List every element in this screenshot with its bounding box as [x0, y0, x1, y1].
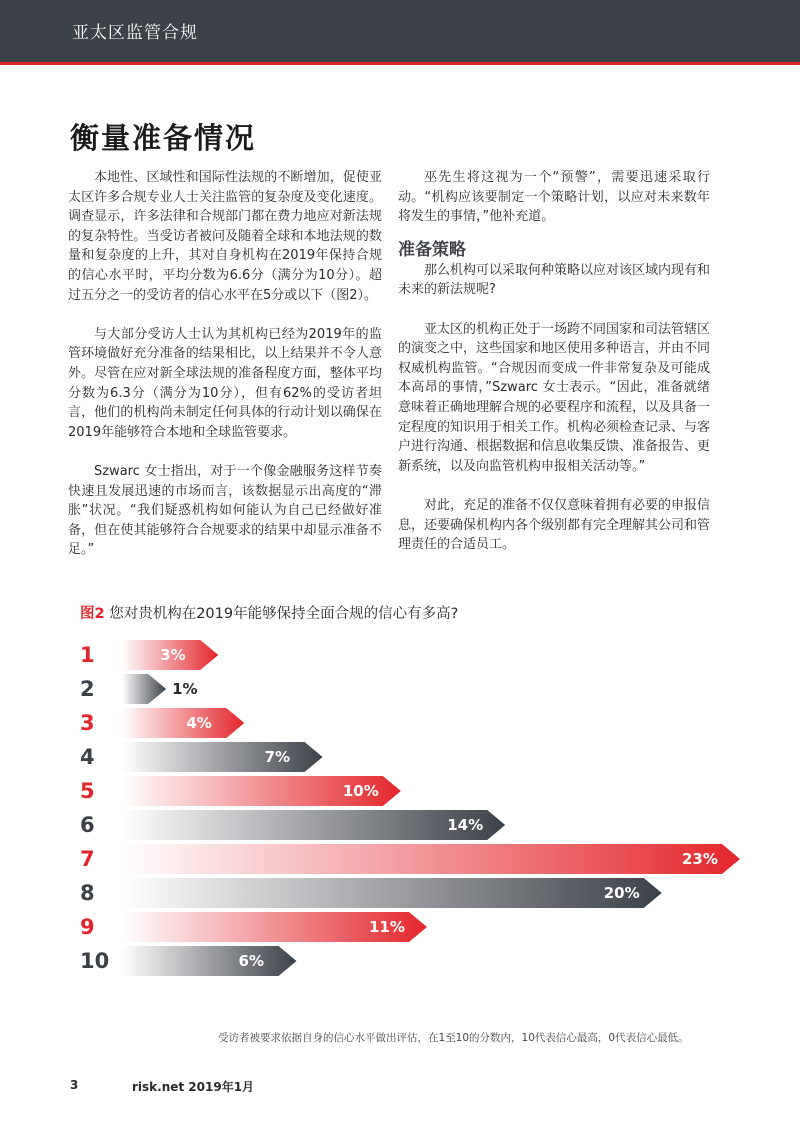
- value-label: 23%: [682, 850, 718, 868]
- paragraph: Szwarc 女士指出，对于一个像金融服务这样节奏快速且发展迅速的市场而言，该数据显示出高度的“滞胀”状况。“我们疑惑机构如何能认为自己已经做好准备，但在使其能够符合合规要求的结果中却显示准备不足。”: [68, 463, 382, 558]
- paragraph: 本地性、区域性和国际性法规的不断增加，促使亚太区许多合规专业人士关注监管的复杂度及变化速度。调查显示，许多法律和合规部门都在费力地应对新法规的复杂特性。当受访者被问及随着全球和本地法规的数量和复杂度的上升，其对自身机构在2019年保持合规的信心水平时，平均分数为6.6分（满分为10分）。超过五分之一的受访者的信心水平在5分或以下（图2）。: [68, 170, 382, 303]
- bar-arrow: [122, 742, 323, 772]
- value-label: 14%: [447, 816, 484, 834]
- page-title: 衡量准备情况: [70, 121, 257, 155]
- page-number: 3: [70, 1078, 79, 1092]
- category-label: 8: [80, 881, 95, 905]
- subheading: 准备策略: [398, 239, 466, 260]
- chart-bar: [122, 844, 740, 874]
- paragraph: 巫先生将这视为一个“预警”，需要迅速采取行动。“机构应该要制定一个策略计划，以应对未来数年将发生的事情，”他补充道。: [398, 170, 710, 225]
- category-label: 10: [80, 949, 110, 973]
- value-label: 20%: [603, 884, 640, 902]
- publication-info: risk.net 2019年1月: [132, 1080, 255, 1094]
- value-label: 4%: [186, 714, 212, 732]
- figure-caption: 您对贵机构在2019年能够保持全面合规的信心有多高?: [109, 606, 459, 622]
- paragraph: 那么机构可以采取何种策略以应对该区域内现有和未来的新法规呢?: [398, 262, 711, 298]
- article-left-column: [68, 168, 382, 560]
- bar-arrow: [122, 674, 166, 704]
- category-label: 5: [80, 779, 95, 803]
- value-label: 1%: [172, 680, 198, 698]
- chart-footnote: 受访者被要求依据自身的信心水平做出评估，在1至10的分数内，10代表信心最高，0代表信心最低。: [218, 1032, 689, 1044]
- bar-arrow: [122, 844, 740, 874]
- bar-shape: [122, 946, 297, 976]
- paragraph: 亚太区的机构正处于一场跨不同国家和司法管辖区的演变之中，这些国家和地区使用多种语言，并由不同权威机构监管。“合规因而变成一件非常复杂及可能成本高昂的事情，”Szwarc 女士表示。“因此，准备就绪意味着正确地理解合规的必要程序和流程，以及具备一定程度的知识用于相关工作。机构必须检查记录、与客户进行沟通、根据数据和信息收集反馈、准备报告、更新系统，以及向监管机构申报相关活动等。”: [398, 321, 711, 474]
- value-label: 7%: [264, 748, 291, 766]
- header-bar: [0, 0, 800, 62]
- figure-title: [80, 602, 458, 623]
- value-label: 10%: [342, 782, 379, 800]
- bar-shape: [122, 844, 740, 874]
- figure-number: 图2: [80, 606, 105, 622]
- bar-arrow: [122, 878, 662, 908]
- value-label: 6%: [238, 952, 264, 970]
- chart-bar: [122, 674, 166, 704]
- category-label: 1: [80, 643, 95, 667]
- bar-arrow: [122, 708, 244, 738]
- bar-shape: [122, 742, 323, 772]
- bar-shape: [122, 708, 244, 738]
- bar-arrow: [122, 946, 297, 976]
- bar-shape: [122, 674, 166, 704]
- category-label: 2: [80, 677, 95, 701]
- bar-shape: [122, 878, 662, 908]
- category-label: 9: [80, 915, 95, 939]
- value-label: 11%: [368, 918, 405, 936]
- value-label: 3%: [160, 646, 186, 664]
- paragraph: 对此，充足的准备不仅仅意味着拥有必要的申报信息，还要确保机构内各个级别都有完全理解其公司和管理责任的合适员工。: [398, 497, 711, 553]
- chart-bar: [122, 742, 323, 772]
- category-label: 6: [80, 813, 95, 837]
- article-right-column: [398, 168, 710, 555]
- category-label: 7: [80, 847, 95, 871]
- chart-bar: [122, 878, 662, 908]
- chart-bar: [122, 946, 297, 976]
- paragraph: 与大部分受访人士认为其机构已经为2019年的监管环境做好充分准备的结果相比，以上结果并不令人意外。尽管在应对新全球法规的准备程度方面，整体平均分数为6.3分（满分为10分），但有62%的受访者坦言，他们的机构尚未制定任何具体的行动计划以确保在2019年能够符合本地和全球监管要求。: [68, 326, 382, 440]
- section-title: 亚太区监管合规: [72, 23, 198, 43]
- category-label: 4: [80, 745, 95, 769]
- header-accent-rule: [0, 62, 800, 65]
- confidence-bar-chart: [0, 640, 800, 1000]
- chart-bar: [122, 708, 244, 738]
- category-label: 3: [80, 711, 95, 735]
